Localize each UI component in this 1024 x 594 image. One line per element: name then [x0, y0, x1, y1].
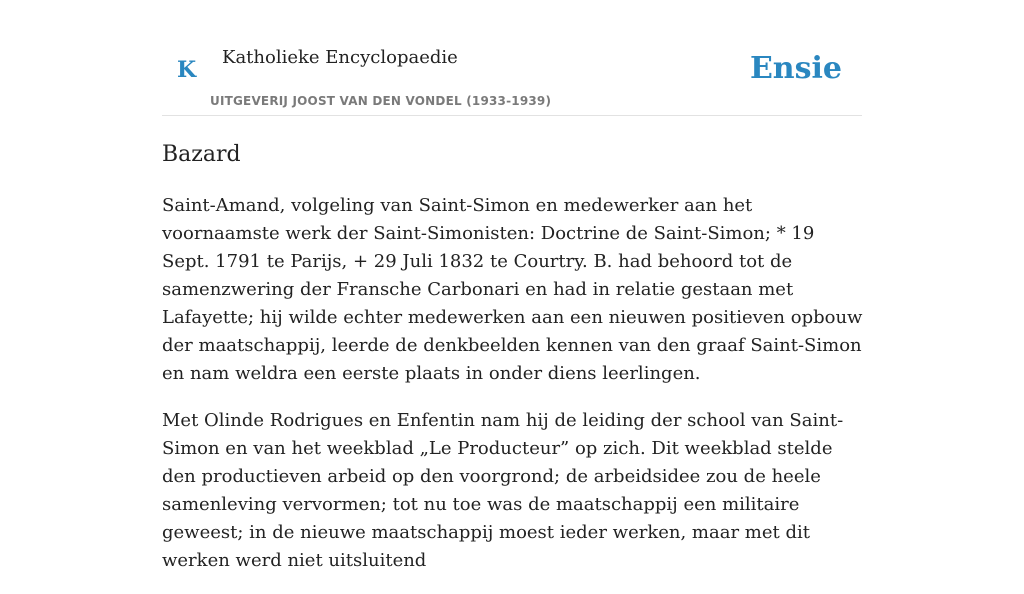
site-title[interactable]: Katholieke Encyclopaedie [222, 47, 458, 68]
ensie-brand-logo[interactable]: Ensie [749, 51, 842, 86]
article-paragraph: Saint-Amand, volgeling van Saint-Simon en medewerker aan het voornaamste werk der Saint-Simonisten: Doctrine de Saint-Simon; * 19 Sept. 1791 te Parijs, + 29 Juli 1832 te Courtry. B. had behoord tot de samenzwering der Fransche Carbonari en had in relatie gestaan met Lafayette; hij wilde echter medewerken aan een nieuwen positieven opbouw der maatschappij, leerde de denkbeelden kennen van den graaf Saint-Simon en nam weldra een eerste plaats in onder diens leerlingen. [162, 195, 863, 384]
article-paragraph: Met Olinde Rodrigues en Enfentin nam hij de leiding der school van Saint-Simon en van het weekblad „Le Producteur” op zich. Dit weekblad stelde den productieven arbeid op den voorgrond; de arbeidsidee zou de heele samenleving vervormen; tot nu toe was de maatschappij een militaire geweest; in de nieuwe maatschappij moest ieder werken, maar met dit werken werd niet uitsluitend [162, 410, 844, 571]
header-divider [162, 115, 862, 116]
publisher-subtitle: UITGEVERIJ JOOST VAN DEN VONDEL (1933-1939) [210, 94, 552, 108]
encyclopedia-logo[interactable]: K [177, 57, 197, 83]
article-title: Bazard [162, 142, 241, 167]
article-body [162, 192, 865, 594]
